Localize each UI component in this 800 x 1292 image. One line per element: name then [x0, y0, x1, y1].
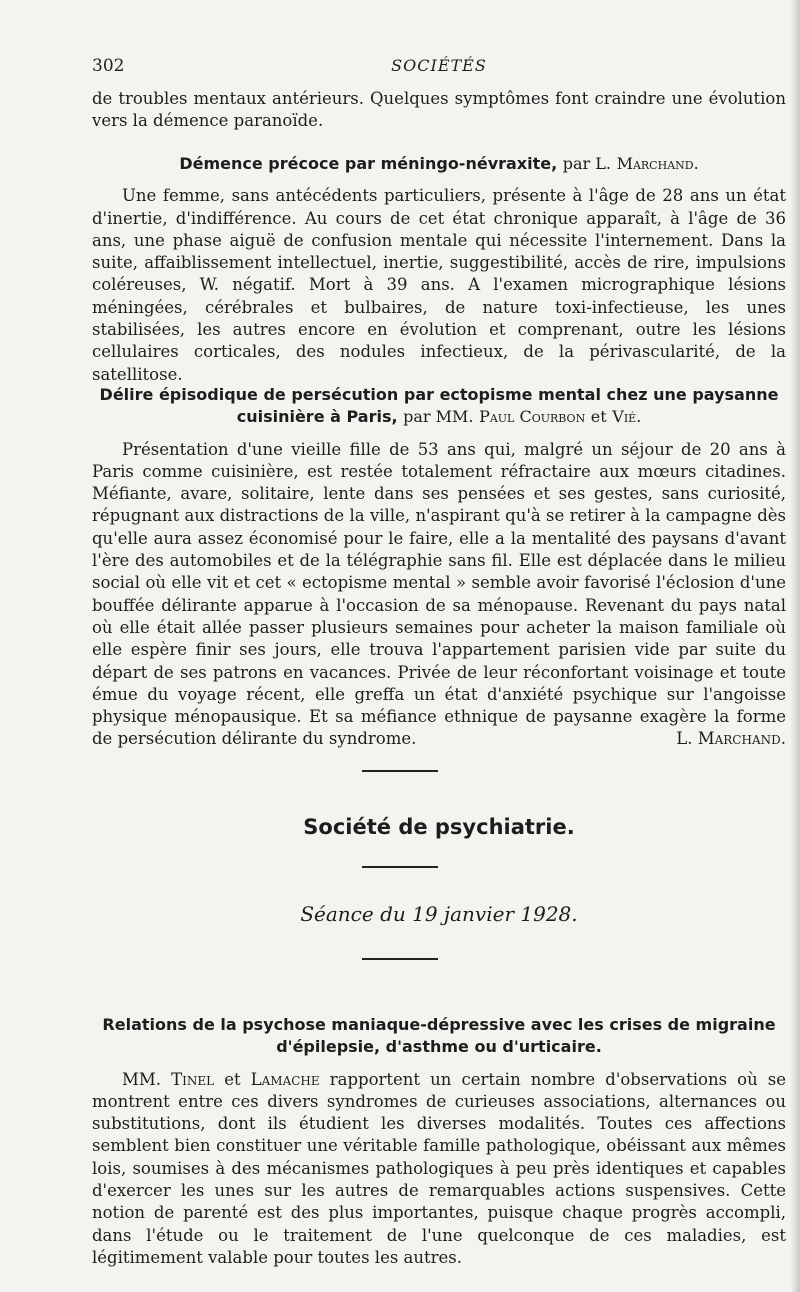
section-divider-bottom — [362, 958, 438, 960]
article-dementia-author: Marchand. — [616, 154, 699, 173]
article-psychose-body-paragraph — [92, 1069, 786, 1270]
article-delire-signature: L. Marchand. — [676, 729, 786, 749]
article-delire-author2: Vié. — [612, 407, 642, 427]
article-psychose-author-joiner: et — [224, 1069, 241, 1089]
article-dementia-heading — [92, 153, 786, 175]
page-number: 302 — [92, 56, 125, 76]
article-delire-heading — [92, 384, 786, 429]
session-date: Séance du 19 janvier 1928. — [300, 902, 578, 926]
article-delire-author-prefix: par MM. — [403, 407, 474, 427]
article-dementia-body: Une femme, sans antécédents particuliers, présente à l'âge de 28 ans un état d'inertie, d'indifférence. Au cours de cet état chronique apparaît, à l'âge de 36 ans, une phase aiguë de confusion mentale qui nécessite l'internement. Dans la suite, affaiblissement intellectuel, inertie, suggestibilité, accès de rire, impulsions coléreuses, W. négatif. Mort à 39 ans. A l'examen micrographique lésions méningées, cérébrales et bulbaires, de nature toxi-infectieuse, les unes stabilisées, les autres encore en évolution et comprenant, outre les lésions cellulaires corticales, des nodules infectieux, de la périvascularité, de la satellitose. — [92, 186, 786, 384]
article-delire-author-joiner: et — [590, 407, 607, 427]
continuation-text: de troubles mentaux antérieurs. Quelques symptômes font craindre une évolution vers la démence paranoïde. — [92, 89, 786, 131]
article-psychose-title: Relations de la psychose maniaque-dépressive avec les crises de migraine d'épilepsie, d'asthme ou d'urticaire. — [102, 1015, 776, 1057]
article-delire-author: Paul Courbon — [479, 407, 586, 427]
article-psychose-prefix: MM. — [122, 1069, 162, 1089]
continuation-paragraph — [92, 88, 786, 133]
section-divider-top — [362, 770, 438, 772]
article-psychose-author2: Lamache — [250, 1069, 320, 1089]
article-dementia-title: Démence précoce par méningo-névraxite, — [179, 154, 558, 173]
article-psychose-body: rapportent un certain nombre d'observations où se montrent entre ces divers syndromes de curieuses associations, alternances ou substitutions, dont ils étudient les diverses modalités. Toutes ces affections semblent bien constituer une véritable famille pathologique, obéissant aux mêmes lois, soumises à des mécanismes pathologiques à peu près identiques et capables d'exercer les unes sur les autres de remarquables actions suspensives. Cette notion de parenté est des plus importantes, puisque chaque progrès accompli, dans l'étude ou le traitement de l'une quelconque de ces maladies, est légitimement valable pour toutes les autres. — [92, 1069, 787, 1267]
article-dementia — [92, 153, 786, 386]
section-divider-middle — [362, 866, 438, 868]
running-title: SOCIÉTÉS — [391, 56, 487, 75]
article-delire — [92, 384, 786, 751]
article-delire-body-paragraph — [92, 439, 786, 751]
article-delire-body: Présentation d'une vieille fille de 53 ans qui, malgré un séjour de 20 ans à Paris comme cuisinière, est restée totalement réfractaire aux mœurs citadines. Méfiante, avare, solitaire, lente dans ses pensées et ses gestes, sans curiosité, répugnant aux distractions de la ville, n'aspirant qu'à se retirer à la campagne dès qu'elle aura assez économisé pour le faire, elle a la mentalité des paysans d'avant l'ère des automobiles et de la télégraphie sans fil. Elle est déplacée dans le milieu social où elle vit et cet « ectopisme mental » semble avoir favorisé l'éclosion d'une bouffée délirante apparue à l'occasion de sa ménopause. Revenant du pays natal où elle était allée passer plusieurs semaines pour acheter la maison familiale où elle espère finir ses jours, elle trouva l'appartement parisien vide par suite du départ de ses patrons en vacances. Privée de leur réconfortant voisinage et toute émue du voyage récent, elle greffa un état d'anxiété psychique sur l'angoisse physique ménopausique. Et sa méfiance ethnique de paysanne exagère la forme de persécution délirante du syndrome. — [92, 439, 786, 749]
article-dementia-author-prefix: par L. — [562, 154, 611, 173]
article-delire-title: Délire épisodique de persécution par ectopisme mental chez une paysanne cuisinière à Paris, — [99, 385, 779, 427]
article-psychose-author: Tinel — [171, 1069, 215, 1089]
article-psychose — [92, 1014, 786, 1269]
page-header — [92, 56, 786, 80]
page-edge-shadow — [790, 0, 800, 1292]
society-heading: Société de psychiatrie. — [303, 815, 575, 839]
